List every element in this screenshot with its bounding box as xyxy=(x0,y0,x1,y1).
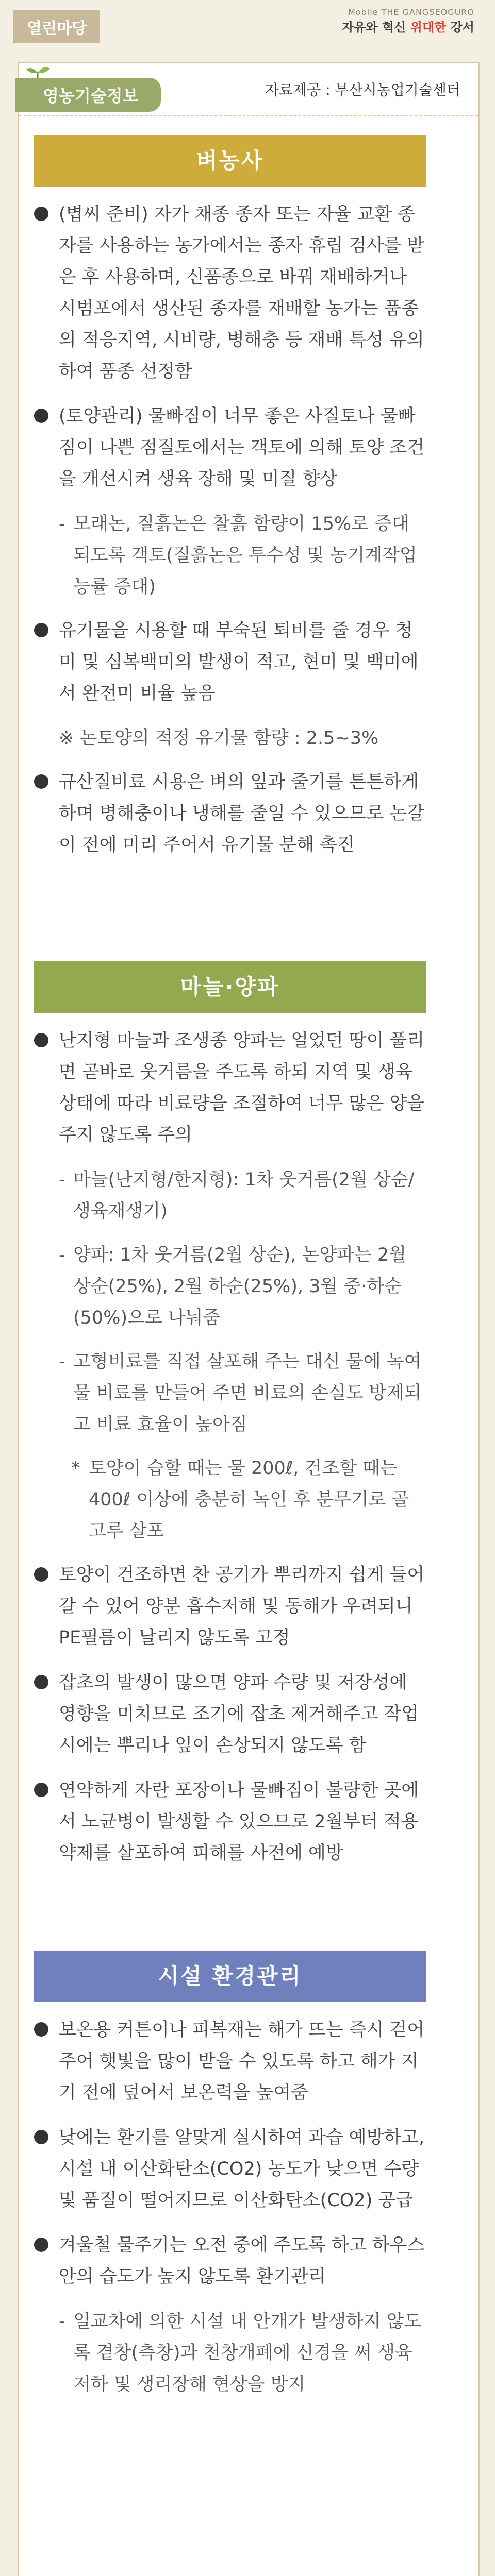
bullet-dot-icon xyxy=(34,409,48,423)
section-title-bar: 벼농사 xyxy=(34,135,426,187)
bullet-item xyxy=(34,199,426,387)
bullet-dot-icon xyxy=(34,2022,48,2037)
block-text: 잡초의 발생이 많으면 양파 수량 및 저장성에 영향을 미치므로 조기에 잡초 제거해주고 작업 시에는 뿌리나 잎이 손상되지 않도록 함 xyxy=(59,1672,419,1756)
bullet-item xyxy=(34,2122,426,2216)
block-text: 토양이 습할 때는 물 200ℓ, 건조할 때는 400ℓ 이상에 충분히 녹인 후 분무기로 골고루 살포 xyxy=(89,1458,409,1541)
bullet-item xyxy=(34,1775,426,1869)
section-garlic-onion xyxy=(34,961,426,1883)
section-facility xyxy=(34,1951,426,2413)
slogan-highlight: 위대한 xyxy=(410,20,447,35)
bullet-item xyxy=(34,767,426,861)
dash-icon: - xyxy=(59,2311,65,2332)
block-text: 마늘(난지형/한지형): 1차 웃거름(2월 상순/생육재생기) xyxy=(73,1170,415,1222)
bullet-item xyxy=(34,2230,426,2293)
block-text: 양파: 1차 웃거름(2월 상순), 논양파는 2월 상순(25%), 2월 하순(25%), 3월 중·하순(50%)으로 나눠줌 xyxy=(73,1245,406,1328)
block-text: 토양이 건조하면 찬 공기가 뿌리까지 쉽게 들어갈 수 있어 양분 흡수저해 및 동해가 우려되니 PE필름이 날리지 않도록 고정 xyxy=(59,1565,425,1648)
slogan-suffix: 강서 xyxy=(446,20,474,35)
sub-item xyxy=(34,1346,426,1440)
dash-icon: - xyxy=(59,1351,65,1372)
bullet-item xyxy=(34,1560,426,1654)
block-text: ※ 논토양의 적정 유기물 함량 : 2.5~3% xyxy=(59,728,379,749)
plain-item xyxy=(34,723,426,754)
bullet-dot-icon xyxy=(34,2238,48,2252)
article-title: 영농기술정보 xyxy=(15,78,161,112)
bullet-dot-icon xyxy=(34,774,48,789)
sub-item xyxy=(34,1240,426,1334)
section-title-bar: 시설 환경관리 xyxy=(34,1951,426,2002)
dash-icon: - xyxy=(59,1170,65,1190)
slogan-prefix: 자유와 혁신 xyxy=(342,20,410,35)
dash-icon: - xyxy=(59,1245,65,1265)
bullet-item xyxy=(34,1667,426,1761)
section-body xyxy=(34,1013,426,1869)
menu-tag-open-forum[interactable]: 열린마당 xyxy=(13,10,100,43)
bullet-dot-icon xyxy=(34,1783,48,1797)
section-body xyxy=(34,2002,426,2400)
brand-block xyxy=(342,7,474,35)
block-text: 난지형 마늘과 조생종 양파는 얼었던 땅이 풀리면 곧바로 웃거름을 주도록 하되 지역 및 생육 상태에 따라 비료량을 조절하여 너무 많은 양을 주지 않도록 주의 xyxy=(59,1030,425,1145)
block-text: 낮에는 환기를 알맞게 실시하여 과습 예방하고, 시설 내 이산화탄소(CO2) 농도가 낮으면 수량 및 품질이 떨어지므로 이산화탄소(CO2) 공급 xyxy=(59,2127,425,2211)
block-text: (토양관리) 물빠짐이 너무 좋은 사질토나 물빠짐이 나쁜 점질토에서는 객토에 의해 토양 조건을 개선시켜 생육 장해 및 미질 향상 xyxy=(59,406,425,489)
section-body xyxy=(34,187,426,861)
note-item xyxy=(34,1453,426,1547)
bullet-dot-icon xyxy=(34,1675,48,1689)
section-title-bar: 마늘·양파 xyxy=(34,961,426,1013)
sub-item xyxy=(34,1164,426,1227)
bullet-dot-icon xyxy=(34,2130,48,2144)
block-text: 규산질비료 시용은 벼의 잎과 줄기를 튼튼하게 하며 병해충이나 냉해를 줄일 수 있으므로 논갈이 전에 미리 주어서 유기물 분해 촉진 xyxy=(59,772,425,855)
dash-icon: - xyxy=(59,514,65,534)
block-text: 겨울철 물주기는 오전 중에 주도록 하고 하우스 안의 습도가 높지 않도록 환기관리 xyxy=(59,2235,425,2287)
section-rice xyxy=(34,135,426,874)
block-text: 모래논, 질흙논은 찰흙 함량이 15%로 증대되도록 객토(질흙논은 투수성 및 농기계작업 능률 증대) xyxy=(73,514,417,597)
block-text: 고형비료를 직접 살포해 주는 대신 물에 녹여 물 비료를 만들어 주면 비료의 손실도 방제되고 비료 효율이 높아짐 xyxy=(73,1351,422,1435)
bullet-dot-icon xyxy=(34,207,48,221)
bullet-item xyxy=(34,2014,426,2109)
sub-item xyxy=(34,2306,426,2400)
bullet-item xyxy=(34,615,426,709)
brand-slogan xyxy=(342,17,474,35)
bullet-dot-icon xyxy=(34,1567,48,1582)
bullet-dot-icon xyxy=(34,1033,48,1047)
block-text: 유기물을 시용할 때 부숙된 퇴비를 줄 경우 청미 및 심복백미의 발생이 적고, 현미 및 백미에서 완전미 비율 높음 xyxy=(59,620,419,704)
block-text: (볍씨 준비) 자가 채종 종자 또는 자율 교환 종자를 사용하는 농가에서는 종자 휴립 검사를 받은 후 사용하며, 신품종으로 바꿔 재배하거나 시범포에서 생산된 종자를 재배할 농가는 품종의 적응지역, 시비량, 병해충 등 재배 특성 유의하여 품종 선정함 xyxy=(59,204,425,382)
sub-item xyxy=(34,509,426,603)
block-text: 연약하게 자란 포장이나 물빠짐이 불량한 곳에서 노균병이 발생할 수 있으므로 2월부터 적용약제를 살포하여 피해를 사전에 예방 xyxy=(59,1780,419,1863)
bullet-item xyxy=(34,401,426,495)
block-text: 보온용 커튼이나 피복재는 해가 뜨는 즉시 걷어 주어 햇빛을 많이 받을 수 있도록 하고 해가 지기 전에 덮어서 보온력을 높여줌 xyxy=(59,2020,425,2103)
bullet-dot-icon xyxy=(34,623,48,637)
article-title-wrap xyxy=(15,75,161,112)
brand-english-name: Mobile THE GANGSEOGURO xyxy=(348,7,474,17)
block-text: 일교차에 의한 시설 내 안개가 발생하지 않도록 곁창(측창)과 천창개폐에 신경을 써 생육 저하 및 생리장해 현상을 방지 xyxy=(73,2311,422,2395)
bullet-item xyxy=(34,1025,426,1151)
article-source: 자료제공 : 부산시농업기술센터 xyxy=(265,81,460,98)
top-header xyxy=(0,0,495,47)
article-header xyxy=(19,63,478,116)
asterisk-icon: * xyxy=(71,1458,80,1479)
